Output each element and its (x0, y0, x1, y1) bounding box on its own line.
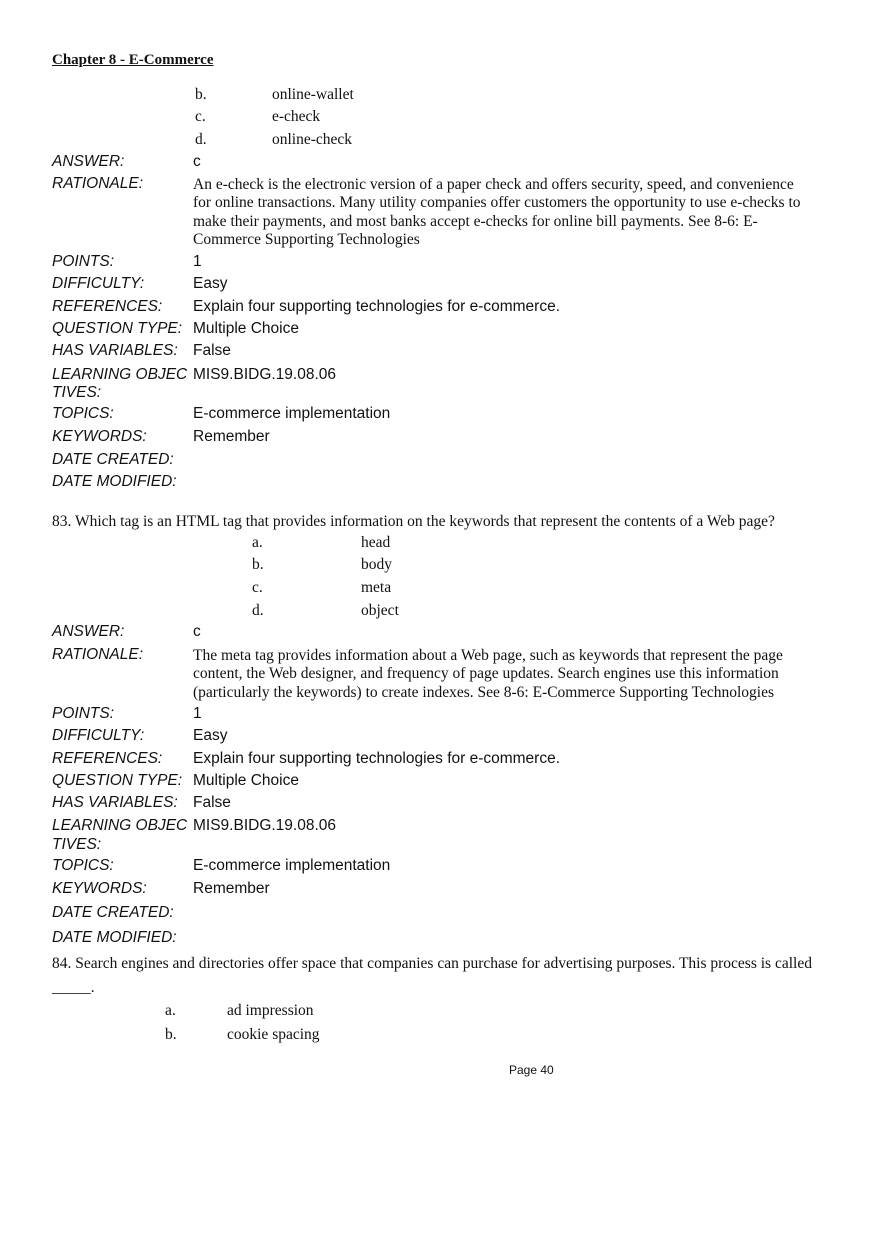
learning-objectives-value: MIS9.BIDG.19.08.06 (193, 817, 337, 834)
q83-option-letter: d. (252, 602, 264, 619)
q82-option-letter: c. (195, 108, 206, 125)
keywords-value: Remember (193, 428, 270, 445)
date-modified-label: DATE MODIFIED: (52, 929, 177, 946)
rationale-line: for online transactions. Many utility companies offer customers the opportunity to use e-checks to (193, 194, 801, 211)
rationale-label: RATIONALE: (52, 646, 144, 663)
points-value: 1 (193, 705, 202, 722)
keywords-label: KEYWORDS: (52, 880, 147, 897)
q83-option-text: body (361, 556, 392, 573)
question-type-label: QUESTION TYPE: (52, 320, 183, 337)
difficulty-label: DIFFICULTY: (52, 727, 145, 744)
topics-label: TOPICS: (52, 857, 114, 874)
rationale-line: The meta tag provides information about a Web page, such as keywords that represent the page (193, 647, 783, 664)
references-label: REFERENCES: (52, 298, 163, 315)
points-label: POINTS: (52, 253, 115, 270)
q84-option-letter: b. (165, 1026, 177, 1043)
q82-option-text: e-check (272, 108, 321, 125)
answer-label: ANSWER: (52, 623, 125, 640)
keywords-label: KEYWORDS: (52, 428, 147, 445)
date-modified-label: DATE MODIFIED: (52, 473, 177, 490)
q83-option-letter: c. (252, 579, 263, 596)
rationale-line: content, the Web designer, and frequency of page updates. Search engines use this information (193, 665, 779, 682)
has-variables-value: False (193, 794, 231, 811)
q83-question: 83. Which tag is an HTML tag that provides information on the keywords that represent the contents of a Web page? (52, 513, 775, 530)
date-created-label: DATE CREATED: (52, 904, 174, 921)
topics-value: E-commerce implementation (193, 857, 391, 874)
learning-objectives-label: LEARNING OBJEC (52, 817, 188, 834)
has-variables-value: False (193, 342, 231, 359)
q83-option-text: head (361, 534, 391, 551)
topics-value: E-commerce implementation (193, 405, 391, 422)
q82-option-text: online-wallet (272, 86, 354, 103)
difficulty-value: Easy (193, 727, 228, 744)
answer-value: c (193, 623, 201, 640)
q83-option-text: object (361, 602, 399, 619)
answer-label: ANSWER: (52, 153, 125, 170)
q84-question: 84. Search engines and directories offer space that companies can purchase for advertising purposes. This process is called (52, 955, 812, 972)
points-label: POINTS: (52, 705, 115, 722)
q82-option-letter: b. (195, 86, 207, 103)
learning-objectives-label-cont: TIVES: (52, 384, 102, 401)
topics-label: TOPICS: (52, 405, 114, 422)
has-variables-label: HAS VARIABLES: (52, 342, 178, 359)
date-created-label: DATE CREATED: (52, 451, 174, 468)
q84-option-text: ad impression (227, 1002, 314, 1019)
answer-value: c (193, 153, 201, 170)
rationale-line: An e-check is the electronic version of a paper check and offers security, speed, and convenience (193, 176, 794, 193)
q83-option-letter: b. (252, 556, 264, 573)
q83-option-letter: a. (252, 534, 263, 551)
rationale-line: (particularly the keywords) to create indexes. See 8-6: E-Commerce Supporting Technologies (193, 684, 774, 701)
rationale-line: Commerce Supporting Technologies (193, 231, 420, 248)
keywords-value: Remember (193, 880, 270, 897)
q84-option-text: cookie spacing (227, 1026, 320, 1043)
difficulty-label: DIFFICULTY: (52, 275, 145, 292)
references-label: REFERENCES: (52, 750, 163, 767)
references-value: Explain four supporting technologies for e-commerce. (193, 750, 561, 767)
chapter-title: Chapter 8 - E-Commerce (52, 52, 214, 68)
rationale-label: RATIONALE: (52, 175, 144, 192)
learning-objectives-value: MIS9.BIDG.19.08.06 (193, 366, 337, 383)
learning-objectives-label-cont: TIVES: (52, 836, 102, 853)
question-type-value: Multiple Choice (193, 320, 299, 337)
q84-option-letter: a. (165, 1002, 176, 1019)
references-value: Explain four supporting technologies for e-commerce. (193, 298, 561, 315)
page-number: Page 40 (509, 1063, 554, 1077)
q82-option-letter: d. (195, 131, 207, 148)
question-type-label: QUESTION TYPE: (52, 772, 183, 789)
points-value: 1 (193, 253, 202, 270)
q83-option-text: meta (361, 579, 392, 596)
question-type-value: Multiple Choice (193, 772, 299, 789)
learning-objectives-label: LEARNING OBJEC (52, 366, 188, 383)
has-variables-label: HAS VARIABLES: (52, 794, 178, 811)
q82-option-text: online-check (272, 131, 353, 148)
rationale-line: make their payments, and most banks accept e-checks for online bill payments. See 8-6: E- (193, 213, 758, 230)
q84-question-blank: _____. (52, 979, 95, 996)
difficulty-value: Easy (193, 275, 228, 292)
